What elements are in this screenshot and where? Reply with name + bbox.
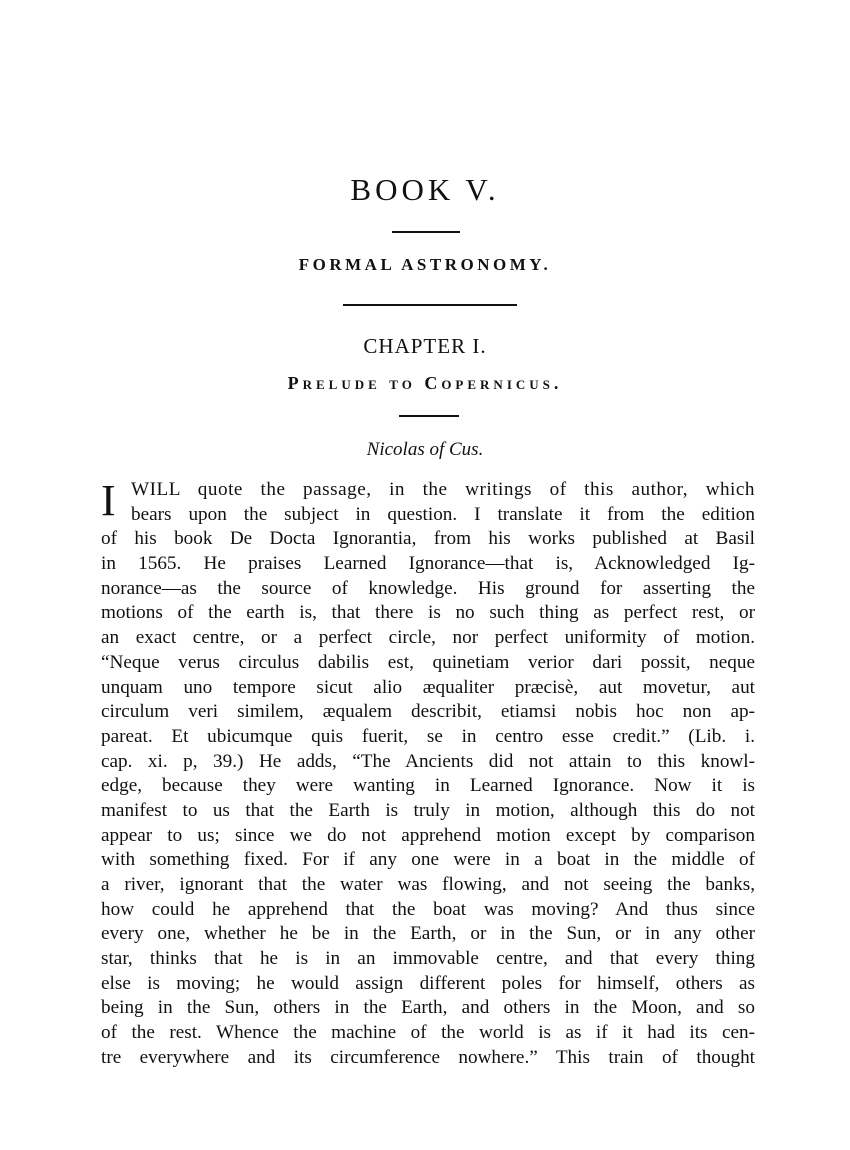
body-text bbox=[101, 478, 755, 1071]
body-line: a river, ignorant that the water was flowing, and not seeing the banks, bbox=[101, 874, 755, 895]
body-line: motions of the earth is, that there is no such thing as perfect rest, or bbox=[101, 602, 755, 624]
body-line: cap. xi. p, 39.) He adds, “The Ancients did not attain to this knowl- bbox=[101, 750, 755, 772]
body-line: in 1565. He praises Learned Ignorance—that is, Acknowledged Ig- bbox=[101, 553, 755, 575]
title-rule bbox=[392, 231, 460, 233]
body-line: of the rest. Whence the machine of the world is as if it had its cen- bbox=[101, 1022, 755, 1044]
body-line: tre everywhere and its circumference nowhere.” This train of thought bbox=[101, 1046, 755, 1068]
body-line: unquam uno tempore sicut alio æqualiter præcisè, aut movetur, aut bbox=[101, 676, 755, 698]
chapter-title: CHAPTER I. bbox=[363, 334, 487, 358]
body-line: with something fixed. For if any one were in a boat in the middle of bbox=[101, 849, 755, 871]
body-line: pareat. Et ubicumque quis fuerit, se in centro esse credit.” (Lib. i. bbox=[101, 725, 755, 747]
body-line: being in the Sun, others in the Earth, and others in the Moon, and so bbox=[101, 997, 755, 1019]
part-rule bbox=[343, 304, 517, 306]
body-line: star, thinks that he is in an immovable centre, and that every thing bbox=[101, 948, 755, 970]
section-title: Nicolas of Cus. bbox=[366, 439, 484, 460]
chapter-subtitle: Prelude to Copernicus. bbox=[287, 373, 563, 393]
part-title: FORMAL ASTRONOMY. bbox=[298, 255, 552, 274]
body-line: WILL quote the passage, in the writings of this author, which bbox=[131, 479, 755, 500]
body-line: norance—as the source of knowledge. His ground for asserting the bbox=[101, 577, 755, 599]
book-title: BOOK V. bbox=[350, 172, 500, 207]
body-line: of his book De Docta Ignorantia, from his works published at Basil bbox=[101, 528, 755, 550]
body-line: edge, because they were wanting in Learned Ignorance. Now it is bbox=[101, 775, 755, 797]
body-line: how could he apprehend that the boat was moving? And thus since bbox=[101, 898, 755, 920]
drop-cap: I bbox=[101, 476, 116, 525]
body-line: an exact centre, or a perfect circle, nor perfect uniformity of motion. bbox=[101, 627, 755, 649]
body-line: every one, whether he be in the Earth, or in the Sun, or in any other bbox=[101, 923, 755, 945]
body-line: “Neque verus circulus dabilis est, quinetiam verior dari possit, neque bbox=[101, 651, 755, 673]
body-line: manifest to us that the Earth is truly in motion, although this do not bbox=[101, 799, 755, 821]
body-line: appear to us; since we do not apprehend motion except by comparison bbox=[101, 824, 755, 846]
body-line: else is moving; he would assign different poles for himself, others as bbox=[101, 972, 755, 994]
body-line: bears upon the subject in question. I translate it from the edition bbox=[131, 503, 755, 525]
chapter-rule bbox=[399, 415, 459, 417]
body-line: circulum veri similem, æqualem describit, etiamsi nobis hoc non ap- bbox=[101, 701, 755, 723]
